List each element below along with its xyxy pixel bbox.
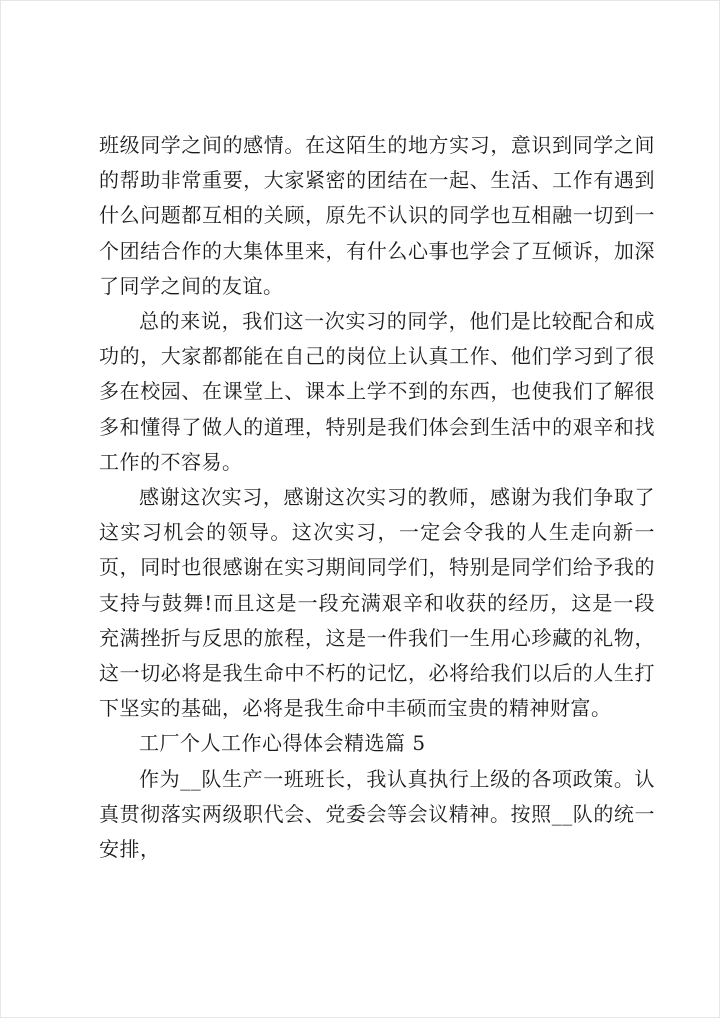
paragraph-section-intro: 作为__队生产一班班长，我认真执行上级的各项政策。认真贯彻落实两级职代会、党委会等会议精神。按照__队的统一安排，: [99, 766, 655, 862]
paragraph-thanks: 感谢这次实习，感谢这次实习的教师，感谢为我们争取了这实习机会的领导。这次实习，一定会令我的人生走向新一页，同时也很感谢在实习期间同学们，特别是同学们给予我的支持与鼓舞!而且这是一段充满艰辛和收获的经历，这是一段充满挫折与反思的旅程，这是一件我们一生用心珍藏的礼物，这一切必将是我生命中不朽的记忆，必将给我们以后的人生打下坚实的基础，必将是我生命中丰硕而宝贵的精神财富。: [99, 485, 655, 721]
paragraph-continuation: 班级同学之间的感情。在这陌生的地方实习，意识到同学之间的帮助非常重要，大家紧密的团结在一起、生活、工作有遇到什么问题都互相的关顾，原先不认识的同学也互相融一切到一个团结合作的大集体里来，有什么心事也学会了互倾诉，加深了同学之间的友谊。: [99, 133, 655, 298]
paragraph-summary: 总的来说，我们这一次实习的同学，他们是比较配合和成功的，大家都都能在自己的岗位上认真工作、他们学习到了很多在校园、在课堂上、课本上学不到的东西，也使我们了解很多和懂得了做人的道理，特别是我们体会到生活中的艰辛和找工作的不容易。: [99, 309, 655, 474]
document-body: [99, 128, 655, 867]
section-heading: 工厂个人工作心得体会精选篇 5: [139, 731, 426, 756]
